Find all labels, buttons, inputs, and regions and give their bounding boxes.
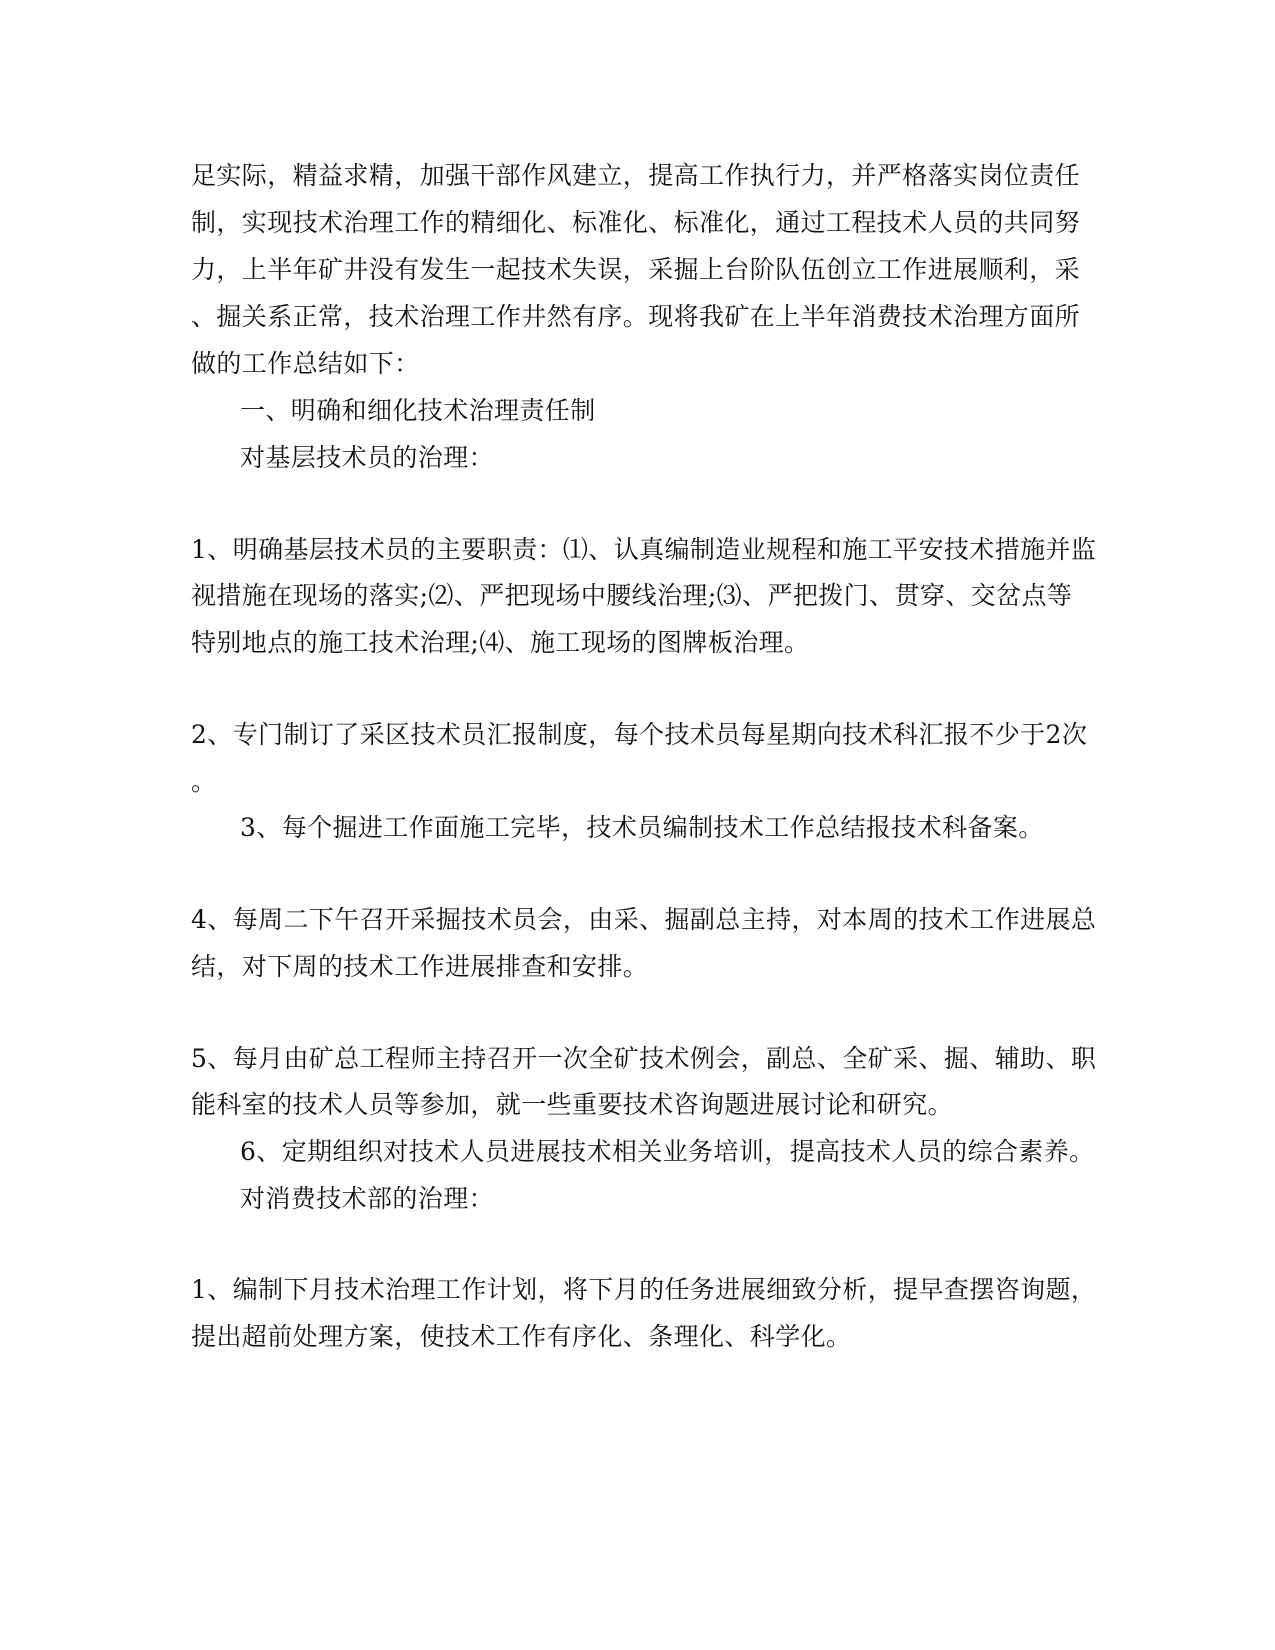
paragraph-line: 足实际，精益求精，加强干部作风建立，提高工作执行力，并严格落实岗位责任 [191, 161, 1081, 190]
list-item-line: 能科室的技术人员等参加，就一些重要技术咨询题进展讨论和研究。 [191, 1090, 954, 1119]
list-item-line: 5、每月由矿总工程师主持召开一次全矿技术例会，副总、全矿采、掘、辅助、职 [191, 1044, 1097, 1073]
list-item-line: 提出超前处理方案，使技术工作有序化、条理化、科学化。 [191, 1322, 852, 1351]
subsection-heading: 对消费技术部的治理： [240, 1184, 495, 1213]
list-item-line: 3、每个掘进工作面施工完毕，技术员编制技术工作总结报技术科备案。 [240, 813, 1044, 842]
list-item-line: 。 [191, 767, 217, 796]
list-item-line: 结，对下周的技术工作进展排查和安排。 [191, 952, 649, 981]
paragraph-line: 做的工作总结如下： [191, 349, 420, 378]
list-item-line: 视措施在现场的落实;⑵、严把现场中腰线治理;⑶、严把拨门、贯穿、交岔点等 [191, 581, 1073, 610]
list-item-line: 4、每周二下午召开采掘技术员会，由采、掘副总主持，对本周的技术工作进展总 [191, 905, 1097, 934]
paragraph-line: 力，上半年矿井没有发生一起技术失误，采掘上台阶队伍创立工作进展顺利，采 [191, 255, 1081, 284]
list-item-line: 特别地点的施工技术治理;⑷、施工现场的图牌板治理。 [191, 628, 810, 657]
subsection-heading: 对基层技术员的治理： [240, 443, 495, 472]
list-item-line: 1、编制下月技术治理工作计划，将下月的任务进展细致分析，提早查摆咨询题， [191, 1275, 1097, 1304]
list-item-line: 6、定期组织对技术人员进展技术相关业务培训，提高技术人员的综合素养。 [240, 1137, 1095, 1166]
list-item-line: 2、专门制订了采区技术员汇报制度，每个技术员每星期向技术科汇报不少于2次 [191, 720, 1088, 749]
section-heading: 一、明确和细化技术治理责任制 [240, 396, 596, 425]
paragraph-line: 、掘关系正常，技术治理工作井然有序。现将我矿在上半年消费技术治理方面所 [191, 302, 1081, 331]
list-item-line: 1、明确基层技术员的主要职责：⑴、认真编制造业规程和施工平安技术措施并监 [191, 535, 1097, 564]
paragraph-line: 制，实现技术治理工作的精细化、标准化、标准化，通过工程技术人员的共同努 [191, 208, 1081, 237]
